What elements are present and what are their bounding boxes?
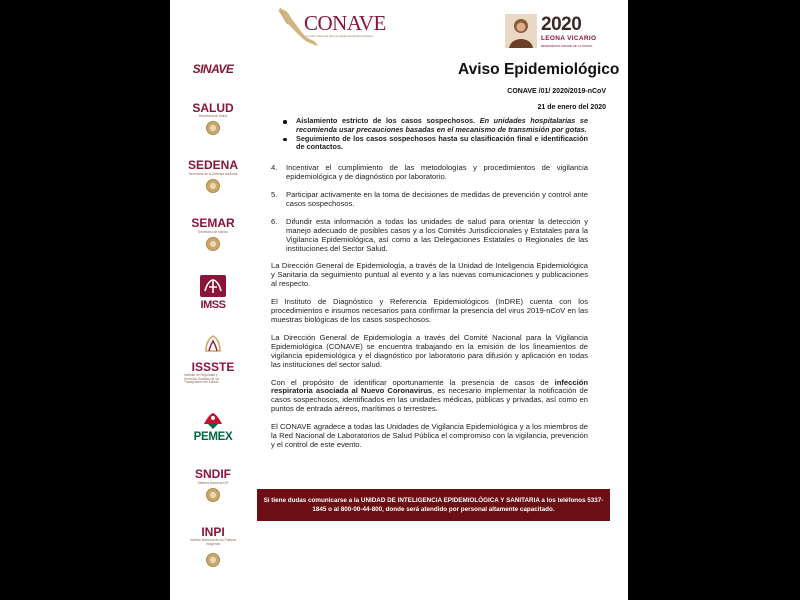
inpi-logo: INPI bbox=[201, 525, 225, 539]
item-number: 6. bbox=[271, 216, 278, 226]
document-page bbox=[170, 0, 628, 600]
numbered-item bbox=[271, 191, 588, 209]
paragraph: La Dirección General de Epidemiología a través del Comité Nacional para la Vigilancia Epidemiológica (CONAVE) se encuentra trabajando en la emisión de los lineamientos de vigilancia epidemiológica y el diagnóstico por laboratorio para difusión y aplicación en todas las instituciones del sector salud. bbox=[271, 332, 588, 369]
leona-vicario-logo bbox=[505, 14, 620, 50]
paragraph bbox=[271, 379, 588, 415]
sedena-subtitle: Secretaría de la Defensa Nacional bbox=[188, 172, 238, 176]
document-body bbox=[271, 117, 588, 450]
bullet-text-bold: Aislamiento estricto de los casos sospechosos. bbox=[296, 116, 476, 125]
bullet-item bbox=[271, 135, 588, 153]
conave-logo bbox=[276, 4, 386, 48]
salud-subtitle: Secretaría de Salud bbox=[198, 114, 228, 118]
numbered-item bbox=[271, 164, 588, 182]
item-text: Incentivar el cumplimiento de las metodologías y procedimientos de vigilancia epidemiológica y de diagnóstico por laboratorio. bbox=[286, 163, 588, 182]
inpi-seal-icon bbox=[206, 553, 220, 567]
bullet-text: Seguimiento de los casos sospechosos hasta su clasificación final e identificación de contactos. bbox=[296, 133, 588, 152]
portrait-icon bbox=[505, 14, 537, 48]
issste-logo: ISSSTE bbox=[191, 360, 235, 374]
sndif-seal-icon bbox=[206, 488, 220, 502]
paragraph-emphasis: infección respiratoria asociada al Nuevo Coronavirus bbox=[271, 377, 588, 396]
numbered-item bbox=[271, 218, 588, 254]
document-date: 21 de enero del 2020 bbox=[537, 104, 606, 111]
year-label: 2020 bbox=[541, 14, 582, 35]
semar-subtitle: Secretaría de Marina bbox=[198, 230, 228, 234]
imss-logo: IMSS bbox=[200, 299, 226, 311]
bullet-text-italic: En unidades hospitalarias se recomienda usar precauciones basadas en el mecanismo de transmisión por gotas. bbox=[296, 116, 588, 134]
issste-subtitle: Instituto de Seguridad y Servicios Sociales de los Trabajadores del Estado bbox=[184, 373, 220, 385]
leona-subtitle: BENEMÉRITA MADRE DE LA PATRIA bbox=[541, 44, 593, 48]
leona-vicario-label: LEONA VICARIO bbox=[541, 35, 597, 42]
sndif-logo: SNDIF bbox=[195, 467, 231, 481]
inpi-subtitle: Instituto Nacional de los Pueblos Indígenas bbox=[189, 538, 237, 546]
imss-eagle-icon bbox=[200, 275, 226, 297]
item-number: 5. bbox=[271, 190, 278, 199]
sinave-logo: SINAVE bbox=[192, 62, 234, 76]
institutions-sidebar bbox=[170, 0, 256, 600]
paragraph: El CONAVE agradece a todas las Unidades de Vigilancia Epidemiológica y a los miembros de la Red Nacional de Laboratorios de Salud Pública el compromiso con la vigilancia, prevención y el control de este evento. bbox=[271, 422, 588, 449]
contact-banner bbox=[257, 489, 610, 521]
pemex-eagle-icon bbox=[202, 410, 224, 430]
item-text: Participar activamente en la toma de decisiones de medidas de prevención y control ante casos sospechosos. bbox=[286, 190, 588, 208]
conave-name: CONAVE bbox=[304, 11, 386, 35]
issste-emblem-icon bbox=[202, 333, 224, 355]
sndif-subtitle: Sistema Nacional DIF bbox=[197, 481, 229, 485]
document-title: Aviso Epidemiológico bbox=[458, 61, 620, 78]
paragraph: El Instituto de Diagnóstico y Referencia Epidemiológicos (InDRE) cuenta con los procedimientos e insumos necesarios para confirmar la presencia del virus 2019-nCoV en las muestras biológicas de los casos sospechosos. bbox=[271, 297, 588, 324]
sedena-seal-icon bbox=[206, 179, 220, 193]
item-text: Difundir esta información a todas las unidades de salud para orientar la detección y manejo adecuado de posibles casos y a los Comités Jurisdiccionales y Estatales para la Vigilancia Epidemiológica, así como a las Delegaciones Estatales o Regionales de las instituciones del Sector Salud. bbox=[286, 216, 588, 253]
salud-seal-icon bbox=[206, 121, 220, 135]
semar-logo: SEMAR bbox=[191, 216, 235, 230]
salud-logo: SALUD bbox=[192, 101, 234, 115]
paragraph-text: , es necesario implementar la notificación de casos sospechosos, identificados en las unidades médicas, públicas y privadas, así como en puntos de entrada aéreos, marítimos o terrestres. bbox=[271, 386, 588, 414]
document-reference: CONAVE /01/ 2020/2019-nCoV bbox=[507, 88, 606, 95]
paragraph: La Dirección General de Epidemiología, a través de la Unidad de Inteligencia Epidemiológica y Sanitaria da seguimiento puntual al evento y a las nuevas comunicaciones y publicaciones al respecto. bbox=[271, 261, 588, 289]
item-number: 4. bbox=[271, 163, 278, 173]
bullet-item bbox=[271, 117, 588, 135]
pemex-logo: PEMEX bbox=[193, 431, 233, 443]
semar-seal-icon bbox=[206, 237, 220, 251]
contact-banner-text: Si tiene dudas comunicarse a la UNIDAD DE INTELIGENCIA EPIDEMIOLÓGICA Y SANITARIA a los teléfonos 5337-1845 o al 800-00-44-800, donde será atendido por personal altamente capacitado. bbox=[263, 497, 604, 513]
paragraph-text: Con el propósito de identificar oportunamente la presencia de casos de bbox=[271, 377, 555, 387]
conave-subtitle: Comité Nacional para la Vigilancia Epidemiológica bbox=[306, 34, 373, 38]
sedena-logo: SEDENA bbox=[187, 158, 238, 172]
